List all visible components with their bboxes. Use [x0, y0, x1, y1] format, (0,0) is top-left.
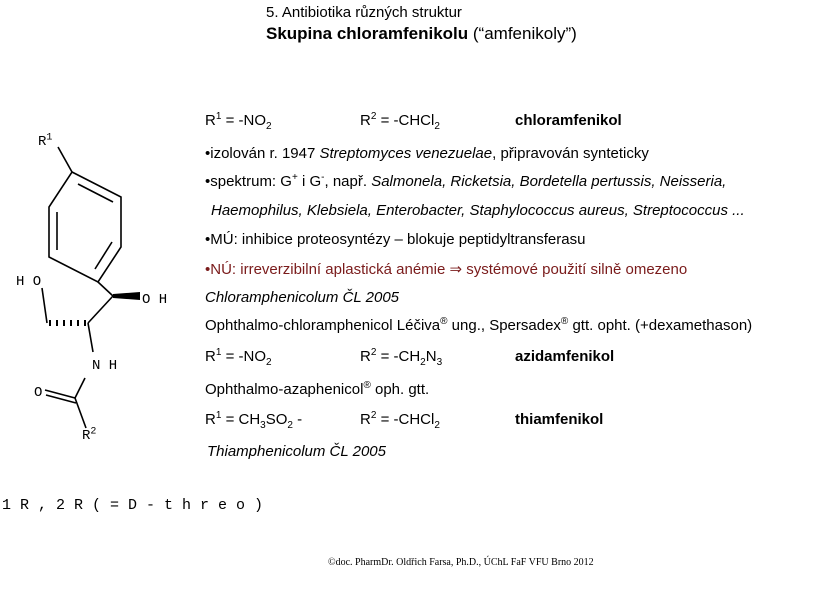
pharmacopoeia-chloramphenicol: Chloramphenicolum ČL 2005 [205, 289, 400, 306]
slide-title-bold: Skupina chloramfenikolu [266, 24, 469, 43]
r1-label: $R^1$ [38, 132, 53, 150]
c2-n-bond [88, 323, 93, 352]
row2-r2: $R^2 = -CH_2N_3$ [360, 347, 443, 368]
ch2-oh-bond [42, 288, 47, 323]
carbonyl-o-label: O [34, 385, 43, 401]
configuration-label: 1 R , 2 R ( = D - t h r e o ) [2, 497, 264, 514]
n-c-bond [75, 378, 85, 398]
row3-r1: $R^1 = CH_3SO_2$ - [205, 410, 303, 431]
ho-label: H O [16, 274, 42, 290]
products-azidamfenikol: Ophthalmo-azaphenicol® oph. gtt. [205, 380, 430, 398]
hashed-bond [50, 320, 85, 326]
bullet-spectrum-cont: Haemophilus, Klebsiela, Enterobacter, Staphylococcus aureus, Streptococcus ... [211, 202, 745, 219]
bullet-side-effects: •NÚ: irreverzibilní aplastická anémie ⇒ systémové použití silně omezeno [205, 261, 688, 278]
bullet-mechanism: •MÚ: inhibice proteosyntézy – blokuje peptidyltransferasu [205, 231, 586, 248]
pharmacopoeia-thiamphenicol: Thiamphenicolum ČL 2005 [207, 443, 386, 460]
bullet-spectrum: •spektrum: G+ i G-, např. Salmonela, Ricketsia, Bordetella pertussis, Neisseria, [205, 172, 727, 190]
compound-name-chloramfenikol: chloramfenikol [515, 112, 622, 129]
r2-label: $R^2$ [82, 426, 97, 444]
carbonyl-bond-1 [45, 390, 75, 398]
carbonyl-bond-2 [46, 395, 76, 403]
r1-bond [58, 147, 72, 172]
compound-name-thiamfenikol: thiamfenikol [515, 411, 604, 428]
compound-name-azidamfenikol: azidamfenikol [515, 348, 615, 365]
oh-label: O H [142, 292, 168, 308]
bullet-isolated: •izolován r. 1947 Streptomyces venezuelae, připravován synteticky [205, 145, 649, 162]
wedge-bond [113, 292, 140, 300]
r2-bond [75, 398, 86, 428]
copyright-footer: ©doc. PharmDr. Oldřich Farsa, Ph.D., ÚChL FaF VFU Brno 2012 [328, 557, 594, 568]
slide-subtitle: 5. Antibiotika různých struktur [266, 4, 462, 21]
products-chloramphenicol: Ophthalmo-chloramphenicol Léčiva® ung., Spersadex® gtt. opht. (+dexamethason) [205, 316, 753, 334]
ring-chain-bond [98, 282, 113, 296]
slide-title-rest: (“amfenikoly”) [472, 24, 577, 43]
row1-r1: $R^1 = -NO_2$ [205, 111, 272, 132]
row1-r2: $R^2$ = -CHCl$_2$ [360, 111, 440, 132]
chemical-structure [0, 120, 200, 480]
nh-label: N H [92, 358, 118, 374]
slide-title [266, 24, 577, 44]
benzene-ring [49, 172, 121, 282]
inner-double-bond-1 [78, 184, 113, 202]
c1-c2-bond [88, 296, 113, 323]
row3-r2: $R^2$ = -CHCl$_2$ [360, 410, 440, 431]
row2-r1: $R^1 = -NO_2$ [205, 347, 272, 368]
